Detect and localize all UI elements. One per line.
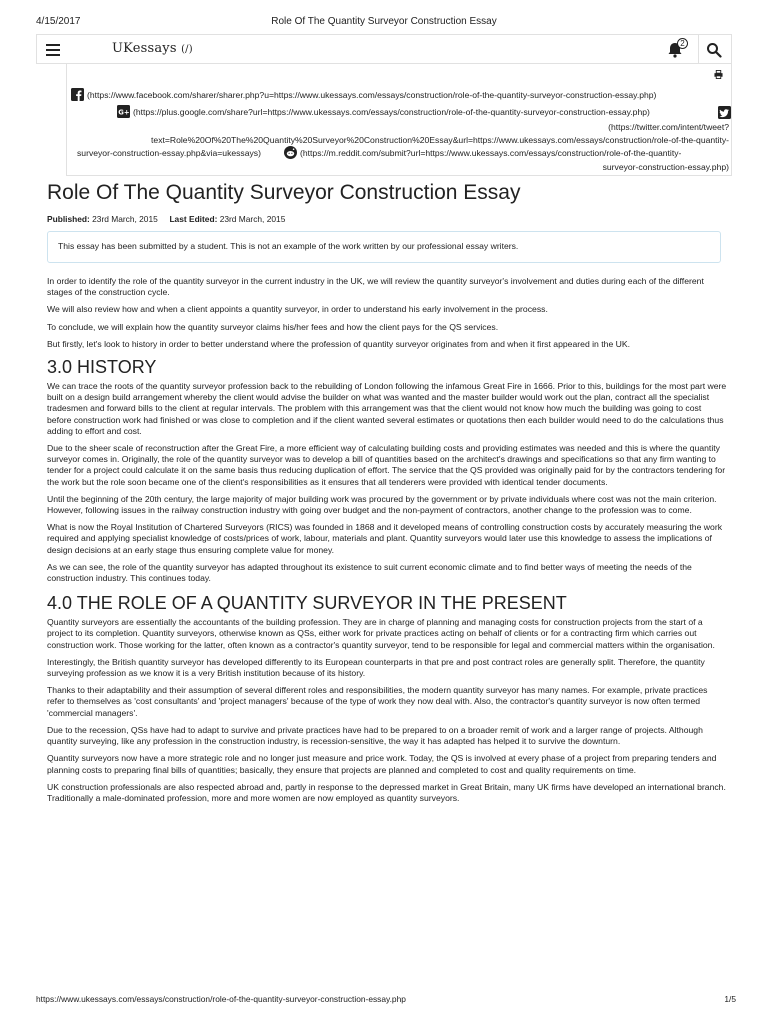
last-edited-date: 23rd March, 2015 [219,214,286,224]
role-paragraph: Interestingly, the British quantity surveyor has developed differently to its European counterparts in that pre and post contract roles are generally split. Therefore, the quantity surveying profession as we know it is a very British institution because of its history. [47,656,705,679]
twitter-share-url-2: text=Role%20Of%20The%20Quantity%20Surveyor%20Construction%20Essay&url=https://www.ukessays.com/essays/construction/role-of-the-quantity- [151,135,729,145]
share-twitter-line-2[interactable] [151,135,729,145]
share-reddit[interactable] [284,146,681,159]
logo-text: UKessays [112,41,177,56]
printer-icon[interactable] [714,70,723,79]
twitter-share-url-3: surveyor-construction-essay.php&via=ukessays) [77,148,261,158]
history-paragraph: Due to the sheer scale of reconstruction after the Great Fire, a more efficient way of calculating building costs and providing estimates was needed and this is where the quantity surveyor comes in. Originally, the role of the quantity surveyor was to develop a bill of quantities based on the architect's drawings and specifications so that any firm wanting to tender for a project could calculate it on the same basis thus reducing duplication of effort. The service that the QS provided was originally paid for by the contractors tendering for the work but the role soon became one of the client's responsibilities as it ensures that all tenderers were provided with identical tender documents. [47,443,726,487]
print-date: 4/15/2017 [36,16,81,27]
google-plus-icon [117,105,130,118]
google-share-url: (https://plus.google.com/share?url=https://www.ukessays.com/essays/construction/role-of-the-quantity-surveyor-construction-essay.php) [133,107,650,117]
page-number: 1/5 [724,994,736,1004]
svg-text:G+: G+ [118,108,130,117]
search-icon[interactable] [706,42,722,58]
reddit-icon [284,146,297,159]
twitter-icon[interactable] [718,106,731,119]
role-paragraph: UK construction professionals are also respected abroad and, partly in response to the depressed market in Great Britain, many UK firms have developed an international branch. Traditionally a male-dominated profession, more and more women are now employed as quantity surveyors. [47,781,726,803]
share-reddit-line-2[interactable] [603,162,729,172]
notification-badge: 2 [677,38,688,49]
intro-paragraph: To conclude, we will explain how the quantity surveyor claims his/her fees and how the client pays for the QS services. [47,321,499,332]
history-paragraph: Until the beginning of the 20th century, the large majority of major building work was procured by the government or by private individuals where cost was not the main criterion. However, following issues in the railway construction industry with going over budget and the non-payment of contractors, another change to the profession was to come. [47,493,717,516]
section-heading-role: 4.0 THE ROLE OF A QUANTITY SURVEYOR IN THE PRESENT [47,593,567,614]
history-paragraph: What is now the Royal Institution of Chartered Surveyors (RICS) was founded in 1868 and it developed means of controlling construction costs by accurately measuring the work required and applying specialist knowledge of costs/prices of work, labour, materials and plant. Quantity surveyors would later use this knowledge to assess the implications of design decisions at an early stage thus ensuring complete value for money. [47,522,723,555]
twitter-share-url-1: (https://twitter.com/intent/tweet? [608,122,729,132]
print-header [0,0,768,30]
intro-paragraph: We will also review how and when a client appoints a quantity surveyor, in order to understand his early involvement in the process. [47,304,548,315]
section-heading-history: 3.0 HISTORY [47,357,157,378]
reddit-share-url-2: surveyor-construction-essay.php) [602,162,729,172]
role-paragraph: Quantity surveyors are essentially the accountants of the building profession. They are in charge of planning and managing costs for construction projects from the start of a project to its completion. Quantity surveyors, otherwise known as QSs, either work for private practices acting on behalf of clients or for a contracting firm which carries out construction work. Those working for the latter, often known as a contractor's quantity surveyor, tend to be responsible for legal and commercial matters within the organisation. [47,617,715,650]
site-logo[interactable] [112,41,193,56]
article-body [47,276,727,810]
menu-icon[interactable] [46,44,60,56]
navbar-divider [698,35,699,63]
page-title: Role Of The Quantity Surveyor Construction Essay [47,181,521,204]
history-paragraph: As we can see, the role of the quantity surveyor has adapted throughout its existence to suit current economic climate and to find better ways of meeting the needs of the construction industry. This continues today. [47,561,692,584]
role-paragraph: Due to the recession, QSs have had to adapt to survive and private practices have had to be prepared to on a broader remit of work and a larger range of projects. Although quantity surveying, like any profession in the construction industry, is recession-sensitive, the way it has adapted has helped it to survive the downturn. [47,724,703,747]
reddit-share-url-1: (https://m.reddit.com/submit?url=https://www.ukessays.com/essays/construction/role-of-the-quantity- [300,148,682,158]
print-page-title: Role Of The Quantity Surveyor Construction Essay [271,16,497,27]
print-footer-url: https://www.ukessays.com/essays/construction/role-of-the-quantity-surveyor-construction-essay.php [36,994,406,1004]
published-label: Published: [47,214,90,224]
share-twitter-line-3[interactable] [77,148,261,158]
print-footer [0,994,768,1008]
top-navbar [36,34,732,64]
article-meta [47,214,285,224]
role-paragraph: Thanks to their adaptability and their assumption of several different roles and responsibilities, the modern quantity surveyor has many names. For example, private practices refer to themselves as 'cost consultants' and 'project managers' because of the type of work they now deal with. Also, the contractor's quantity surveyor is now often termed 'commercial managers'. [47,685,708,718]
facebook-icon [71,88,84,101]
logo-link-suffix: (/) [181,44,193,55]
history-paragraph: We can trace the roots of the quantity surveyor profession back to the rebuilding of London following the infamous Great Fire in 1666. Prior to this, buildings for the most part were built on a design build arrangement whereby the client would advise the builder on what was wanted and the master builder would work out the plan, contract all the specialist tradesmen and forward bills to the client at regular intervals. The problem with this arrangement was that the client would not know how much the building was going to cost before construction work had finished or was close to completion and if the client wanted several estimates or quotations then each builder would need to do the calculations thus adding to effort and cost. [47,381,727,436]
share-panel [66,64,732,176]
published-date: 23rd March, 2015 [92,214,158,224]
intro-paragraph: But firstly, let's look to history in order to better understand where the profession of quantity surveyor originates from and when it first appeared in the UK. [47,338,631,349]
share-google-plus[interactable] [117,105,650,118]
student-essay-notice: This essay has been submitted by a student. This is not an example of the work written by our professional essay writers. [47,231,721,263]
last-edited-label: Last Edited: [169,214,218,224]
facebook-share-url: (https://www.facebook.com/sharer/sharer.php?u=https://www.ukessays.com/essays/construction/role-of-the-quantity-surveyor-construction-essay.php) [87,90,657,100]
share-facebook[interactable] [71,88,656,101]
role-paragraph: Quantity surveyors now have a more strategic role and no longer just measure and price work. Today, the QS is involved at every phase of a project from preparing tenders and planning costs to preparing final bills of quantities; basically, they ensure that projects are planned and completed to cost and quality requirements on time. [47,753,717,775]
share-twitter-line-1[interactable] [608,122,729,132]
intro-paragraph: In order to identify the role of the quantity surveyor in the current industry in the UK, we will review the quantity surveyor's involvement and duties during each of the different stages of the construction cycle. [47,276,704,298]
